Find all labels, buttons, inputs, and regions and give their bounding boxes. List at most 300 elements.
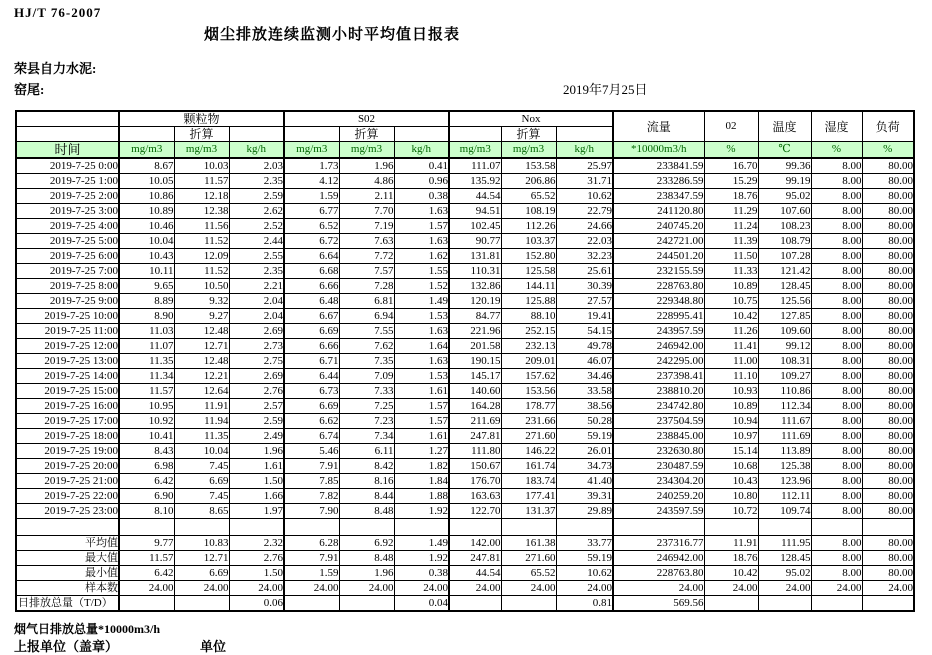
summary-value-cell: 237316.77 xyxy=(613,536,704,551)
value-cell: 6.77 xyxy=(284,204,339,219)
value-cell: 6.68 xyxy=(284,264,339,279)
summary-label: 样本数 xyxy=(16,581,119,596)
summary-value-cell: 247.81 xyxy=(449,551,501,566)
value-cell: 80.00 xyxy=(862,219,914,234)
nox-unit-mgm3: mg/m3 xyxy=(449,142,501,159)
time-cell: 2019-7-25 14:00 xyxy=(16,369,119,384)
pm-conversion-header: 折算 xyxy=(174,127,229,142)
value-cell: 4.12 xyxy=(284,174,339,189)
value-cell: 4.86 xyxy=(339,174,394,189)
value-cell: 80.00 xyxy=(862,279,914,294)
value-cell: 31.71 xyxy=(556,174,613,189)
empty-cell xyxy=(394,519,449,536)
value-cell: 11.26 xyxy=(704,324,758,339)
value-cell: 8.00 xyxy=(811,264,862,279)
value-cell: 7.72 xyxy=(339,249,394,264)
summary-value-cell: 142.00 xyxy=(449,536,501,551)
so2-conversion-header: 折算 xyxy=(339,127,394,142)
value-cell: 39.31 xyxy=(556,489,613,504)
value-cell: 6.64 xyxy=(284,249,339,264)
so2-unit-conv-mgm3: mg/m3 xyxy=(339,142,394,159)
summary-value-cell: 44.54 xyxy=(449,566,501,581)
time-cell: 2019-7-25 6:00 xyxy=(16,249,119,264)
value-cell: 12.48 xyxy=(174,354,229,369)
time-cell: 2019-7-25 20:00 xyxy=(16,459,119,474)
temperature-unit: ℃ xyxy=(758,142,811,159)
value-cell: 80.00 xyxy=(862,249,914,264)
value-cell: 8.00 xyxy=(811,384,862,399)
value-cell: 11.29 xyxy=(704,204,758,219)
value-cell: 1.96 xyxy=(339,158,394,174)
value-cell: 6.42 xyxy=(119,474,174,489)
page-title: 烟尘排放连续监测小时平均值日报表 xyxy=(204,27,461,43)
value-cell: 108.79 xyxy=(758,234,811,249)
summary-value-cell: 24.00 xyxy=(758,581,811,596)
value-cell: 94.51 xyxy=(449,204,501,219)
summary-row xyxy=(16,596,914,612)
value-cell: 10.86 xyxy=(119,189,174,204)
value-cell: 8.00 xyxy=(811,429,862,444)
value-cell: 1.52 xyxy=(394,279,449,294)
value-cell: 12.21 xyxy=(174,369,229,384)
value-cell: 113.89 xyxy=(758,444,811,459)
value-cell: 8.90 xyxy=(119,309,174,324)
so2-group-header: S02 xyxy=(284,111,449,127)
value-cell: 238810.20 xyxy=(613,384,704,399)
table-row xyxy=(16,414,914,429)
value-cell: 232.13 xyxy=(501,339,556,354)
value-cell: 32.23 xyxy=(556,249,613,264)
value-cell: 1.63 xyxy=(394,204,449,219)
empty-cell xyxy=(16,519,119,536)
empty-cell xyxy=(758,519,811,536)
value-cell: 6.81 xyxy=(339,294,394,309)
value-cell: 10.11 xyxy=(119,264,174,279)
value-cell: 12.48 xyxy=(174,324,229,339)
value-cell: 221.96 xyxy=(449,324,501,339)
value-cell: 15.14 xyxy=(704,444,758,459)
flow-group-header: 流量 xyxy=(613,111,704,142)
value-cell: 80.00 xyxy=(862,489,914,504)
summary-row xyxy=(16,566,914,581)
summary-label: 最小值 xyxy=(16,566,119,581)
value-cell: 238347.59 xyxy=(613,189,704,204)
value-cell: 240259.20 xyxy=(613,489,704,504)
value-cell: 7.19 xyxy=(339,219,394,234)
value-cell: 7.91 xyxy=(284,459,339,474)
value-cell: 7.45 xyxy=(174,489,229,504)
value-cell: 11.50 xyxy=(704,249,758,264)
summary-value-cell: 11.91 xyxy=(704,536,758,551)
value-cell: 241120.80 xyxy=(613,204,704,219)
value-cell: 153.56 xyxy=(501,384,556,399)
value-cell: 80.00 xyxy=(862,459,914,474)
summary-value-cell: 1.50 xyxy=(229,566,284,581)
value-cell: 108.19 xyxy=(501,204,556,219)
value-cell: 206.86 xyxy=(501,174,556,189)
so2-unit-mgm3: mg/m3 xyxy=(284,142,339,159)
value-cell: 6.69 xyxy=(284,324,339,339)
value-cell: 80.00 xyxy=(862,399,914,414)
table-row xyxy=(16,219,914,234)
report-table xyxy=(15,110,915,612)
summary-value-cell: 18.76 xyxy=(704,551,758,566)
value-cell: 108.23 xyxy=(758,219,811,234)
value-cell: 1.59 xyxy=(284,189,339,204)
time-cell: 2019-7-25 12:00 xyxy=(16,339,119,354)
time-cell: 2019-7-25 9:00 xyxy=(16,294,119,309)
value-cell: 131.37 xyxy=(501,504,556,519)
summary-value-cell: 24.00 xyxy=(501,581,556,596)
value-cell: 0.41 xyxy=(394,158,449,174)
summary-value-cell: 80.00 xyxy=(862,551,914,566)
value-cell: 242295.00 xyxy=(613,354,704,369)
summary-row xyxy=(16,536,914,551)
value-cell: 103.37 xyxy=(501,234,556,249)
value-cell: 27.57 xyxy=(556,294,613,309)
value-cell: 10.62 xyxy=(556,189,613,204)
value-cell: 6.73 xyxy=(284,384,339,399)
value-cell: 232630.80 xyxy=(613,444,704,459)
value-cell: 8.00 xyxy=(811,158,862,174)
summary-value-cell: 8.00 xyxy=(811,536,862,551)
value-cell: 80.00 xyxy=(862,294,914,309)
value-cell: 1.57 xyxy=(394,399,449,414)
o2-unit: % xyxy=(704,142,758,159)
value-cell: 22.79 xyxy=(556,204,613,219)
time-cell: 2019-7-25 1:00 xyxy=(16,174,119,189)
value-cell: 11.24 xyxy=(704,219,758,234)
value-cell: 233841.59 xyxy=(613,158,704,174)
value-cell: 10.41 xyxy=(119,429,174,444)
value-cell: 1.57 xyxy=(394,219,449,234)
summary-value-cell: 24.00 xyxy=(613,581,704,596)
table-row xyxy=(16,369,914,384)
table-row xyxy=(16,294,914,309)
value-cell: 10.94 xyxy=(704,414,758,429)
load-group-header: 负荷 xyxy=(862,111,914,142)
summary-value-cell: 9.77 xyxy=(119,536,174,551)
value-cell: 8.00 xyxy=(811,174,862,189)
value-cell: 65.52 xyxy=(501,189,556,204)
value-cell: 11.35 xyxy=(174,429,229,444)
summary-value-cell: 0.38 xyxy=(394,566,449,581)
nox-conversion-header: 折算 xyxy=(501,127,556,142)
value-cell: 120.19 xyxy=(449,294,501,309)
empty-cell xyxy=(613,519,704,536)
value-cell: 1.53 xyxy=(394,309,449,324)
value-cell: 112.34 xyxy=(758,399,811,414)
value-cell: 2.21 xyxy=(229,279,284,294)
value-cell: 247.81 xyxy=(449,429,501,444)
summary-value-cell xyxy=(449,596,501,612)
station-name: 窑尾: xyxy=(14,82,45,97)
value-cell: 11.52 xyxy=(174,234,229,249)
time-cell: 2019-7-25 23:00 xyxy=(16,504,119,519)
time-cell: 2019-7-25 16:00 xyxy=(16,399,119,414)
summary-value-cell: 24.00 xyxy=(704,581,758,596)
value-cell: 8.43 xyxy=(119,444,174,459)
value-cell: 2.35 xyxy=(229,174,284,189)
value-cell: 6.69 xyxy=(284,399,339,414)
value-cell: 11.10 xyxy=(704,369,758,384)
pm-unit-conv-mgm3: mg/m3 xyxy=(174,142,229,159)
value-cell: 8.00 xyxy=(811,189,862,204)
value-cell: 2.57 xyxy=(229,399,284,414)
value-cell: 84.77 xyxy=(449,309,501,324)
summary-value-cell: 65.52 xyxy=(501,566,556,581)
value-cell: 15.29 xyxy=(704,174,758,189)
unit-label: 单位 xyxy=(200,639,227,654)
value-cell: 161.74 xyxy=(501,459,556,474)
value-cell: 1.92 xyxy=(394,504,449,519)
value-cell: 7.63 xyxy=(339,234,394,249)
flow-unit: *10000m3/h xyxy=(613,142,704,159)
value-cell: 176.70 xyxy=(449,474,501,489)
time-cell: 2019-7-25 17:00 xyxy=(16,414,119,429)
company-name: 荣县自力水泥: xyxy=(14,61,97,76)
value-cell: 1.50 xyxy=(229,474,284,489)
value-cell: 10.42 xyxy=(704,309,758,324)
summary-value-cell xyxy=(704,596,758,612)
value-cell: 112.11 xyxy=(758,489,811,504)
value-cell: 12.18 xyxy=(174,189,229,204)
value-cell: 8.00 xyxy=(811,249,862,264)
value-cell: 8.00 xyxy=(811,369,862,384)
value-cell: 6.44 xyxy=(284,369,339,384)
value-cell: 10.05 xyxy=(119,174,174,189)
value-cell: 8.00 xyxy=(811,504,862,519)
value-cell: 8.00 xyxy=(811,279,862,294)
value-cell: 8.67 xyxy=(119,158,174,174)
value-cell: 190.15 xyxy=(449,354,501,369)
summary-value-cell: 2.32 xyxy=(229,536,284,551)
summary-value-cell: 12.71 xyxy=(174,551,229,566)
value-cell: 99.12 xyxy=(758,339,811,354)
value-cell: 7.57 xyxy=(339,264,394,279)
value-cell: 7.28 xyxy=(339,279,394,294)
value-cell: 24.66 xyxy=(556,219,613,234)
value-cell: 34.73 xyxy=(556,459,613,474)
value-cell: 1.82 xyxy=(394,459,449,474)
value-cell: 88.10 xyxy=(501,309,556,324)
value-cell: 7.33 xyxy=(339,384,394,399)
summary-value-cell: 6.92 xyxy=(339,536,394,551)
value-cell: 2.03 xyxy=(229,158,284,174)
value-cell: 2.04 xyxy=(229,294,284,309)
value-cell: 10.75 xyxy=(704,294,758,309)
summary-value-cell: 10.42 xyxy=(704,566,758,581)
value-cell: 140.60 xyxy=(449,384,501,399)
value-cell: 8.65 xyxy=(174,504,229,519)
value-cell: 11.56 xyxy=(174,219,229,234)
value-cell: 2.73 xyxy=(229,339,284,354)
value-cell: 10.04 xyxy=(174,444,229,459)
value-cell: 7.85 xyxy=(284,474,339,489)
table-row xyxy=(16,339,914,354)
value-cell: 246942.00 xyxy=(613,339,704,354)
value-cell: 10.89 xyxy=(119,204,174,219)
summary-value-cell: 24.00 xyxy=(556,581,613,596)
value-cell: 6.66 xyxy=(284,279,339,294)
value-cell: 6.66 xyxy=(284,339,339,354)
value-cell: 1.53 xyxy=(394,369,449,384)
table-row xyxy=(16,399,914,414)
units-row xyxy=(16,142,914,159)
summary-value-cell xyxy=(119,596,174,612)
value-cell: 6.67 xyxy=(284,309,339,324)
table-row xyxy=(16,234,914,249)
value-cell: 125.56 xyxy=(758,294,811,309)
summary-row xyxy=(16,581,914,596)
flow-total-note: 烟气日排放总量*10000m3/h xyxy=(14,622,161,636)
summary-value-cell xyxy=(284,596,339,612)
summary-row xyxy=(16,551,914,566)
report-date: 2019年7月25日 xyxy=(563,82,648,97)
value-cell: 30.39 xyxy=(556,279,613,294)
summary-value-cell: 1.96 xyxy=(339,566,394,581)
value-cell: 26.01 xyxy=(556,444,613,459)
value-cell: 80.00 xyxy=(862,309,914,324)
reporting-unit-seal-label: 上报单位（盖章） xyxy=(14,639,119,654)
value-cell: 230487.59 xyxy=(613,459,704,474)
value-cell: 11.94 xyxy=(174,414,229,429)
value-cell: 11.07 xyxy=(119,339,174,354)
empty-cell xyxy=(284,519,339,536)
value-cell: 8.48 xyxy=(339,504,394,519)
value-cell: 271.60 xyxy=(501,429,556,444)
value-cell: 9.65 xyxy=(119,279,174,294)
value-cell: 7.25 xyxy=(339,399,394,414)
value-cell: 2.44 xyxy=(229,234,284,249)
value-cell: 2.52 xyxy=(229,219,284,234)
value-cell: 10.89 xyxy=(704,399,758,414)
value-cell: 8.00 xyxy=(811,489,862,504)
o2-group-header: 02 xyxy=(704,111,758,142)
summary-value-cell: 2.76 xyxy=(229,551,284,566)
value-cell: 177.41 xyxy=(501,489,556,504)
value-cell: 8.00 xyxy=(811,474,862,489)
value-cell: 6.71 xyxy=(284,354,339,369)
summary-value-cell: 59.19 xyxy=(556,551,613,566)
value-cell: 1.61 xyxy=(394,429,449,444)
value-cell: 108.31 xyxy=(758,354,811,369)
value-cell: 8.00 xyxy=(811,444,862,459)
value-cell: 6.94 xyxy=(339,309,394,324)
value-cell: 7.62 xyxy=(339,339,394,354)
value-cell: 8.00 xyxy=(811,399,862,414)
value-cell: 183.74 xyxy=(501,474,556,489)
pm-unit-mgm3: mg/m3 xyxy=(119,142,174,159)
value-cell: 150.67 xyxy=(449,459,501,474)
empty-header-cell xyxy=(229,127,284,142)
time-cell: 2019-7-25 5:00 xyxy=(16,234,119,249)
value-cell: 146.22 xyxy=(501,444,556,459)
value-cell: 7.90 xyxy=(284,504,339,519)
value-cell: 25.61 xyxy=(556,264,613,279)
value-cell: 123.96 xyxy=(758,474,811,489)
time-cell: 2019-7-25 11:00 xyxy=(16,324,119,339)
so2-unit-kgh: kg/h xyxy=(394,142,449,159)
summary-value-cell: 24.00 xyxy=(394,581,449,596)
summary-value-cell: 128.45 xyxy=(758,551,811,566)
value-cell: 80.00 xyxy=(862,189,914,204)
value-cell: 6.90 xyxy=(119,489,174,504)
value-cell: 25.97 xyxy=(556,158,613,174)
value-cell: 1.84 xyxy=(394,474,449,489)
value-cell: 44.54 xyxy=(449,189,501,204)
time-header-spacer xyxy=(16,127,119,142)
value-cell: 1.63 xyxy=(394,324,449,339)
group-header-row xyxy=(16,111,914,127)
value-cell: 1.49 xyxy=(394,294,449,309)
value-cell: 50.28 xyxy=(556,414,613,429)
load-unit: % xyxy=(862,142,914,159)
empty-cell xyxy=(229,519,284,536)
value-cell: 19.41 xyxy=(556,309,613,324)
value-cell: 80.00 xyxy=(862,174,914,189)
summary-value-cell: 6.42 xyxy=(119,566,174,581)
value-cell: 80.00 xyxy=(862,339,914,354)
time-cell: 2019-7-25 19:00 xyxy=(16,444,119,459)
table-row xyxy=(16,174,914,189)
value-cell: 1.96 xyxy=(229,444,284,459)
value-cell: 1.73 xyxy=(284,158,339,174)
time-cell: 2019-7-25 15:00 xyxy=(16,384,119,399)
value-cell: 8.00 xyxy=(811,414,862,429)
summary-value-cell xyxy=(501,596,556,612)
value-cell: 211.69 xyxy=(449,414,501,429)
value-cell: 11.52 xyxy=(174,264,229,279)
summary-value-cell: 10.62 xyxy=(556,566,613,581)
summary-value-cell: 24.00 xyxy=(284,581,339,596)
value-cell: 10.89 xyxy=(704,279,758,294)
value-cell: 8.00 xyxy=(811,234,862,249)
value-cell: 8.00 xyxy=(811,219,862,234)
nox-unit-conv-mgm3: mg/m3 xyxy=(501,142,556,159)
value-cell: 11.91 xyxy=(174,399,229,414)
value-cell: 163.63 xyxy=(449,489,501,504)
table-row xyxy=(16,489,914,504)
value-cell: 128.45 xyxy=(758,279,811,294)
value-cell: 2.04 xyxy=(229,309,284,324)
value-cell: 6.69 xyxy=(174,474,229,489)
summary-value-cell xyxy=(339,596,394,612)
empty-cell xyxy=(811,519,862,536)
value-cell: 11.57 xyxy=(174,174,229,189)
value-cell: 178.77 xyxy=(501,399,556,414)
value-cell: 107.60 xyxy=(758,204,811,219)
value-cell: 2.62 xyxy=(229,204,284,219)
value-cell: 238845.00 xyxy=(613,429,704,444)
value-cell: 107.28 xyxy=(758,249,811,264)
summary-value-cell: 6.28 xyxy=(284,536,339,551)
summary-value-cell: 33.77 xyxy=(556,536,613,551)
value-cell: 6.62 xyxy=(284,414,339,429)
summary-value-cell xyxy=(862,596,914,612)
value-cell: 6.98 xyxy=(119,459,174,474)
summary-label: 日排放总量（T/D） xyxy=(16,596,119,612)
value-cell: 10.04 xyxy=(119,234,174,249)
summary-value-cell: 161.38 xyxy=(501,536,556,551)
value-cell: 34.46 xyxy=(556,369,613,384)
value-cell: 1.63 xyxy=(394,234,449,249)
value-cell: 7.70 xyxy=(339,204,394,219)
value-cell: 228995.41 xyxy=(613,309,704,324)
value-cell: 1.27 xyxy=(394,444,449,459)
value-cell: 80.00 xyxy=(862,204,914,219)
summary-value-cell: 569.56 xyxy=(613,596,704,612)
